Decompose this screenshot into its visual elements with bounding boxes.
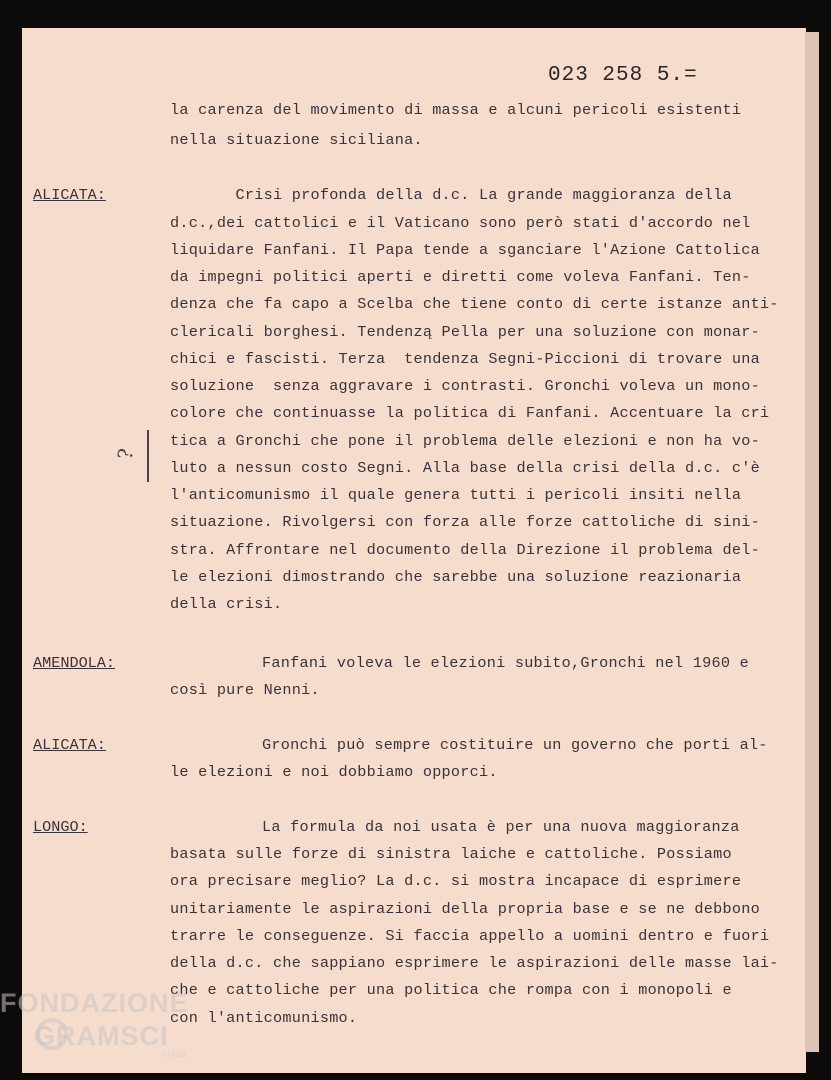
text-line: la carenza del movimento di massa e alcuni pericoli esistenti — [170, 101, 742, 119]
page-edge — [805, 32, 819, 1052]
text-line: basata sulle forze di sinistra laiche e cattoliche. Possiamo — [170, 845, 732, 863]
text-line: della d.c. che sappiano esprimere le aspirazioni delle masse lai- — [170, 954, 779, 972]
text-line: così pure Nenni. — [170, 681, 320, 699]
text-line: d.c.,dei cattolici e il Vaticano sono però stati d'accordo nel — [170, 214, 751, 232]
text-line: La formula da noi usata è per una nuova maggioranza — [262, 818, 740, 836]
watermark-sub: onlus — [162, 1049, 186, 1060]
text-line: clericali borghesi. Tendenzą Pella per una soluzione con monar- — [170, 323, 760, 341]
text-line: le elezioni e noi dobbiamo opporci. — [170, 763, 498, 781]
text-line: da impegni politici aperti e diretti come voleva Fanfani. Ten- — [170, 268, 751, 286]
text-line: stra. Affrontare nel documento della Direzione il problema del- — [170, 541, 760, 559]
text-line: nella situazione siciliana. — [170, 131, 423, 149]
text-line: le elezioni dimostrando che sarebbe una soluzione reazionaria — [170, 568, 742, 586]
text-line: trarre le conseguenze. Si faccia appello a uomini dentro e fuori — [170, 927, 770, 945]
text-line: che e cattoliche per una politica che rompa con i monopoli e — [170, 981, 732, 999]
text-line: colore che continuasse la politica di Fanfani. Accentuare la cri — [170, 404, 770, 422]
text-line: situazione. Rivolgersi con forza alle forze cattoliche di sini- — [170, 513, 760, 531]
speaker-label: ALICATA: — [33, 186, 106, 204]
watermark-line2: GRAMSCI — [34, 1021, 169, 1051]
text-line: con l'anticomunismo. — [170, 1009, 358, 1027]
watermark-line1: FONDAZIONE — [0, 988, 189, 1018]
text-line: unitariamente le aspirazioni della propria base e se ne debbono — [170, 900, 760, 918]
text-line: luto a nessun costo Segni. Alla base della crisi della d.c. c'è — [170, 459, 760, 477]
archive-number: 023 258 5.= — [548, 64, 698, 87]
text-line: soluzione senza aggravare i contrasti. Gronchi voleva un mono- — [170, 377, 760, 395]
text-line: Fanfani voleva le elezioni subito,Gronchi nel 1960 e — [262, 654, 749, 672]
margin-line — [147, 430, 149, 482]
fondazione-gramsci-watermark — [0, 988, 189, 1060]
text-line: l'anticomunismo il quale genera tutti i pericoli insiti nella — [170, 486, 742, 504]
text-line: della crisi. — [170, 595, 283, 613]
text-line: ora precisare meglio? La d.c. si mostra incapace di esprimere — [170, 872, 742, 890]
text-line: chici e fascisti. Terza tendenza Segni-Piccioni di trovare una — [170, 350, 760, 368]
text-line: Crisi profonda della d.c. La grande maggioranza della — [170, 186, 732, 204]
gramsci-logo-icon — [36, 1018, 68, 1050]
text-line: tica a Gronchi che pone il problema delle elezioni e non ha vo- — [170, 432, 760, 450]
speaker-label: ALICATA: — [33, 736, 106, 754]
margin-question-mark: ? — [112, 446, 139, 462]
text-line: denza che fa capo a Scelba che tiene conto di certe istanze anti- — [170, 295, 779, 313]
speaker-label: LONGO: — [33, 818, 88, 836]
speaker-label: AMENDOLA: — [33, 654, 116, 672]
text-line: liquidare Fanfani. Il Papa tende a sganciare l'Azione Cattolica — [170, 241, 760, 259]
text-line: Gronchi può sempre costituire un governo che porti al- — [262, 736, 768, 754]
